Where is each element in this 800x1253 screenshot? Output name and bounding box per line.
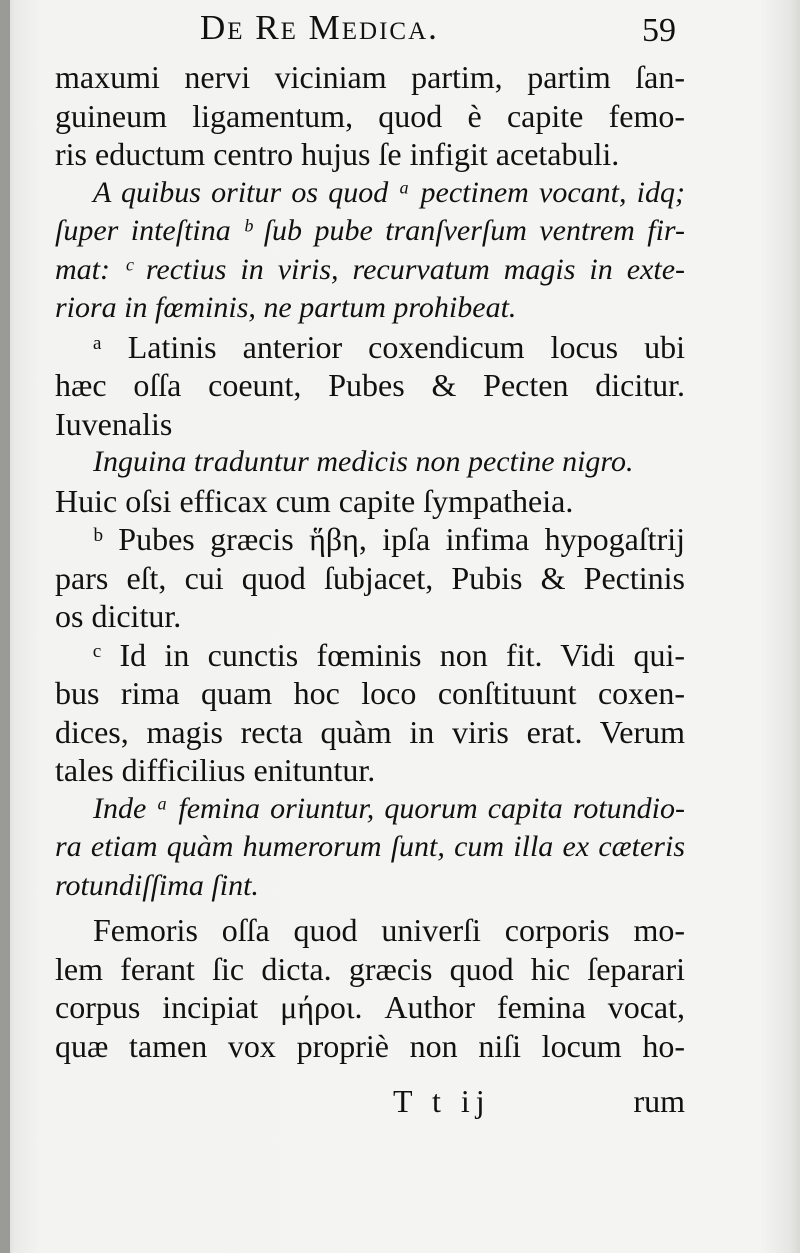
text-line: Femoris oſſa quod univerſi corporis mo- bbox=[93, 912, 685, 948]
text-line: guineum ligamentum, quod è capite femo- bbox=[55, 97, 685, 134]
text-line: tales difficilius enituntur. bbox=[55, 752, 376, 788]
text-line: pars eſt, cui quod ſubjacet, Pubis & Pectinis bbox=[55, 559, 685, 596]
italic-line: rotundiſſima ſint. bbox=[55, 868, 259, 902]
text-line: corpus incipiat μήροι. Author femina vocat, bbox=[55, 989, 685, 1025]
italic-line: riora in fœminis, ne partum prohibeat. bbox=[55, 291, 517, 324]
catchword: rum bbox=[633, 1083, 685, 1119]
page-footer bbox=[55, 1083, 685, 1123]
text-line: quæ tamen vox propriè non niſi locum ho- bbox=[55, 1027, 685, 1064]
italic-line: mat: ᶜ rectius in viris, recurvatum magis in exte- bbox=[55, 252, 685, 286]
text-line: ᶜ Id in cunctis fœminis non fit. Vidi qui- bbox=[93, 636, 685, 673]
page-header bbox=[200, 8, 800, 48]
text-line: dices, magis recta quàm in viris erat. Verum bbox=[55, 713, 685, 750]
text-line: maxumi nervi viciniam partim, partim ſan- bbox=[55, 59, 685, 95]
italic-line: ra etiam quàm humerorum ſunt, cum illa ex cæteris bbox=[55, 830, 685, 863]
text-line: ᵃ Latinis anterior coxendicum locus ubi bbox=[93, 328, 685, 365]
italic-line: A quibus oritur os quod ᵃ pectinem vocant, idq; bbox=[93, 175, 685, 209]
italic-quote-line: Inguina traduntur medicis non pectine nigro. bbox=[93, 445, 634, 478]
text-line: ris eductum centro hujus ſe infigit acetabuli. bbox=[55, 136, 620, 172]
text-line: hæc oſſa coeunt, Pubes & Pecten dicitur. bbox=[55, 367, 685, 403]
text-line: Huic oſsi efficax cum capite ſympatheia. bbox=[55, 482, 574, 519]
italic-line: ſuper inteſtina ᵇ ſub pube tranſverſum ventrem fir- bbox=[55, 214, 685, 247]
signature-mark: T t ij bbox=[393, 1083, 491, 1119]
page-number: 59 bbox=[642, 12, 676, 49]
page-gutter-shadow bbox=[0, 0, 10, 1253]
running-title: De Re Medica. bbox=[200, 8, 439, 47]
italic-line: Inde ᵃ femina oriuntur, quorum capita rotundio- bbox=[93, 791, 685, 825]
text-line: ᵇ Pubes græcis ἥβη, ipſa infima hypogaſtrij bbox=[93, 521, 685, 557]
body-text bbox=[55, 58, 685, 1065]
text-line: lem ferant ſic dicta. græcis quod hic ſeparari bbox=[55, 950, 685, 987]
text-line: os dicitur. bbox=[55, 598, 182, 634]
text-line: bus rima quam hoc loco conſtituunt coxen- bbox=[55, 675, 685, 711]
text-line: Iuvenalis bbox=[55, 405, 173, 442]
